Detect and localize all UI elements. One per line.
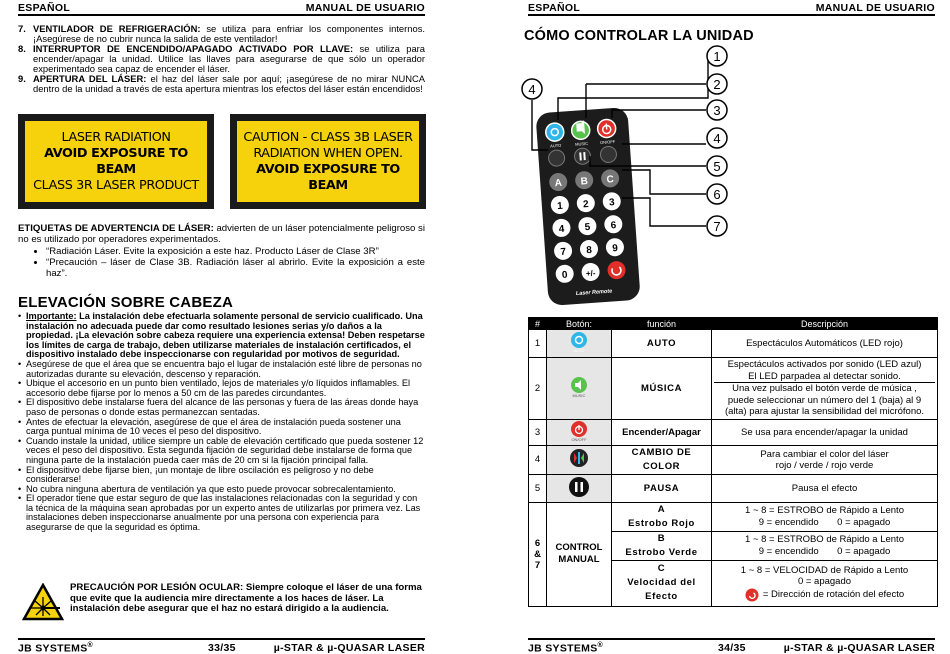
rotation-icon xyxy=(745,588,759,602)
power-button-icon xyxy=(569,420,589,442)
svg-text:1: 1 xyxy=(556,200,564,213)
part-item-8: 8. INTERRUPTOR DE ENCENDIDO/APAGADO ACTIVADO POR LLAVE: se utiliza para encender/apagar la unidad. Utilice las llaves para asegurarse de que sólo un operador experimentado sea capaz de encender el láser. xyxy=(18,43,425,74)
svg-text:4: 4 xyxy=(528,82,536,97)
control-table xyxy=(528,317,938,607)
remote-pause-button xyxy=(574,148,591,165)
warning-label-3r: LASER RADIATION AVOID EXPOSURE TO BEAM CLASS 3R LASER PRODUCT xyxy=(18,114,214,209)
table-row: 1 AUTO AUTO Espectáculos Automáticos (LED rojo) xyxy=(529,330,938,358)
table-row: B Estrobo Verde 1 ~ 8 = ESTROBO de Rápido a Lento 9 = encendido 0 = apagado xyxy=(529,531,938,560)
svg-text:5: 5 xyxy=(713,159,721,174)
svg-text:3: 3 xyxy=(713,103,721,118)
remote-color-button xyxy=(548,150,565,167)
list-item: • No cubra ninguna abertura de ventilación ya que esto puede provocar sobrecalentamiento. xyxy=(18,483,396,494)
table-header-row: # Botón: función Descripción xyxy=(529,318,938,330)
footer-model: µ-STAR & µ-QUASAR LASER xyxy=(783,642,935,654)
left-page xyxy=(0,0,440,654)
part-item-7: 7. VENTILADOR DE REFRIGERACIÓN: se utiliza para enfriar los componentes internos. ¡Asegúrese de no cubrir nunca la salida de este ventilador! xyxy=(18,23,425,44)
svg-text:9: 9 xyxy=(611,243,619,255)
footer-page-number: 34/35 xyxy=(718,642,746,654)
footer-brand: JB SYSTEMS xyxy=(18,642,88,654)
warning-labels-text: ETIQUETAS DE ADVERTENCIA DE LÁSER: advierten de un láser potencialmente peligroso si no es utilizado por operadores experimentados. • “Radiación Láser. Evite la exposición a este haz. Producto Láser de Clase 3R” • “Precaución – láser de Clase 3B. Radiación láser al abrirlo. Evite la exposición a este haz”. xyxy=(18,223,425,279)
section-title-overhead: ELEVACIÓN SOBRE CABEZA xyxy=(18,294,233,311)
music-button-icon xyxy=(569,376,589,398)
table-row: 4 CAMBIO DE COLOR Para cambiar el color del láser rojo / verde / rojo verde xyxy=(529,445,938,474)
svg-text:7: 7 xyxy=(560,246,567,259)
svg-text:6: 6 xyxy=(713,187,721,202)
list-item: • “Precaución – láser de Clase 3B. Radiación láser al abrirlo. Evite la exposición a este haz”. xyxy=(46,257,425,279)
svg-text:7: 7 xyxy=(713,219,721,234)
remote-label: Laser Remote xyxy=(575,288,613,298)
right-page xyxy=(510,0,950,654)
svg-text:A: A xyxy=(554,177,563,190)
part-item-9: 9. APERTURA DEL LÁSER: el haz del láser sale por aquí; ¡asegúrese de no mirar NUNCA dentro de la unidad a través de esta apertura mientras los efectos del láser están encendidos! xyxy=(18,73,426,94)
svg-text:4: 4 xyxy=(558,223,565,236)
overhead-bullets xyxy=(18,312,425,533)
table-row: 5 PAUSA Pausa el efecto xyxy=(529,474,938,502)
svg-text:0: 0 xyxy=(561,269,568,281)
parts-list xyxy=(18,24,425,94)
svg-text:AUTO: AUTO xyxy=(573,348,585,353)
right-header xyxy=(528,2,935,16)
auto-button-icon xyxy=(569,331,589,353)
remote-auto-button xyxy=(545,123,564,142)
right-footer: JB SYSTEMS® 34/35 µ-STAR & µ-QUASAR LASER xyxy=(528,638,935,654)
footer-brand: JB SYSTEMS xyxy=(528,642,598,654)
svg-text:5: 5 xyxy=(584,221,591,234)
pause-icon xyxy=(568,476,590,498)
right-header-title: MANUAL DE USUARIO xyxy=(815,2,935,14)
list-item: • Importante: La instalación debe efectuarla solamente personal de servicio cualificado. Una instalación no adecuada puede dar como resultado lesiones serias y/o daños a la propiedad. ¡La elevación sobre cabeza requiere una experiencia extensa! Deben respetarse los límites de carga de trabajo, deben utilizarse materiales de instalación certificados, el dispositivo instalado debe inspeccionarse con regularidad por motivos de seguridad. xyxy=(18,311,425,360)
table-row: C Velocidad del Efecto 1 ~ 8 = VELOCIDAD de Rápido a Lento 0 = apagado = Dirección de rotación del efecto xyxy=(529,560,938,606)
list-item: • Ubique el accesorio en un punto bien ventilado, lejos de materiales y/o líquidos inflamables. El accesorio debe fijarse por lo menos a 50 cm de las paredes circundantes. xyxy=(18,378,411,398)
svg-text:MUSIC: MUSIC xyxy=(575,140,589,147)
list-item: • El operador tiene que estar seguro de que las instalaciones relacionadas con la seguridad y con la técnica de la máquina sean aprobadas por un experto antes de utilizarlas por primera vez. Las instalaciones deben inspeccionarse anualmente por una persona con experiencia para asegurarse de que la seguridad es óptima. xyxy=(18,493,421,533)
right-header-language: ESPAÑOL xyxy=(528,2,581,14)
svg-text:ON/OFF: ON/OFF xyxy=(571,436,587,442)
list-item: • El dispositivo debe instalarse fuera del alcance de las personas y fuera de las áreas donde haya paso de personas o donde estas permanezcan sentadas. xyxy=(18,397,419,417)
footer-model: µ-STAR & µ-QUASAR LASER xyxy=(273,642,425,654)
list-item: • El dispositivo debe fijarse bien, ¡un montaje de libre oscilación es peligroso y no debe considerarse! xyxy=(18,464,374,485)
svg-text:B: B xyxy=(580,175,589,188)
svg-text:+/-: +/- xyxy=(585,268,596,279)
svg-text:C: C xyxy=(606,174,615,186)
svg-text:1: 1 xyxy=(713,49,721,64)
footer-page-number: 33/35 xyxy=(208,642,236,654)
table-row: 2 MUSIC MÚSICA Espectáculos activados por sonido (LED azul) El LED parpadea al detectar sonido. Una vez pulsado el botón verde de música , puede seleccionar un número del 1 (baja) al 9 (alta) para ajustar la sensibilidad del micrófono. xyxy=(529,358,938,420)
list-item: • Asegúrese de que el área que se encuentra bajo el lugar de instalación esté libre de personas no autorizadas durante su elevación, descenso y reparación. xyxy=(18,358,422,379)
svg-text:6: 6 xyxy=(610,220,617,232)
eye-injury-warning: PRECAUCIÓN POR LESIÓN OCULAR: Siempre coloque el láser de una forma que evite que la audiencia mire directamente a los haces de láser. La instalación debe asegurar que el haz no estará dirigido a la audiencia. xyxy=(70,582,422,615)
svg-text:ON/OFF: ON/OFF xyxy=(599,138,616,145)
svg-text:AUTO: AUTO xyxy=(550,142,562,149)
left-header-language: ESPAÑOL xyxy=(18,2,71,14)
table-row: 6 & 7 CONTROL MANUAL A Estrobo Rojo 1 ~ 8 = ESTROBO de Rápido a Lento 9 = encendido 0 = apagado xyxy=(529,502,938,531)
list-item: • Cuando instale la unidad, utilice siempre un cable de elevación certificado que pueda sostener 12 veces el peso del dispositivo. Esta segunda fijación de seguridad debe instalarse de forma que ninguna parte de la instalación pueda caer más de 20 cm si la fijación principal falla. xyxy=(18,435,424,465)
svg-text:2: 2 xyxy=(713,77,721,92)
warning-label-3b: CAUTION - CLASS 3B LASER RADIATION WHEN OPEN. AVOID EXPOSURE TO BEAM xyxy=(230,114,426,209)
remote-diagram xyxy=(510,40,950,308)
left-footer: JB SYSTEMS® 33/35 µ-STAR & µ-QUASAR LASER xyxy=(18,638,425,654)
list-item: • “Radiación Láser. Evite la exposición a este haz. Producto Láser de Clase 3R” xyxy=(46,246,425,257)
left-header-title: MANUAL DE USUARIO xyxy=(305,2,425,14)
svg-text:MUSIC: MUSIC xyxy=(572,392,586,398)
list-item: • Antes de efectuar la elevación, asegúrese de que el área de instalación pueda sostener una carga puntual mínima de 10 veces el peso del dispositivo. xyxy=(18,416,401,437)
svg-text:3: 3 xyxy=(608,197,615,209)
svg-text:2: 2 xyxy=(582,198,590,211)
remote-color-button-2 xyxy=(600,146,617,163)
color-change-icon xyxy=(567,448,591,468)
svg-text:4: 4 xyxy=(713,131,721,146)
table-row: 3 ON/OFF Encender/Apagar Se usa para encender/apagar la unidad xyxy=(529,419,938,445)
page-title: CÓMO CONTROLAR LA UNIDAD xyxy=(524,28,754,44)
svg-text:8: 8 xyxy=(585,244,593,257)
laser-warning-icon xyxy=(22,583,64,621)
left-header xyxy=(18,2,425,16)
